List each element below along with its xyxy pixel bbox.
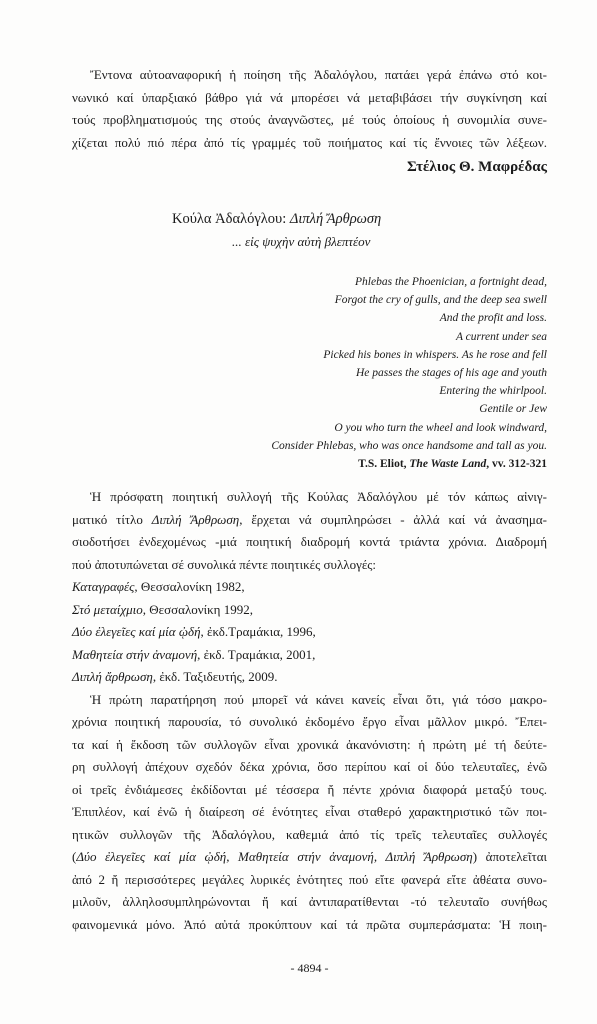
collection-list-item bbox=[72, 644, 547, 667]
text-segment: , Θεσσαλονίκη 1992, bbox=[142, 601, 253, 617]
text-segment: τα καί ἡ ἔκδοση τῶν συλλογῶν εἶναι χρονικά ἀκανόνιστη: ἡ πρώτη μέ τή δεύτε- bbox=[72, 736, 547, 752]
text-segment: ρη συλλογή ἀπέχουν σχεδόν δέκα χρόνια, ὅσο περίπου καί οἱ δύο τελευταῖες, ἐνῶ bbox=[72, 759, 547, 774]
epigraph-line: Forgot the cry of gulls, and the deep sea swell bbox=[334, 294, 547, 307]
text-segment: χρόνια ποιητική παρουσία, τό συνολικό ἐκδομένο ἔργο εἶναι μᾶλλον μικρό. Ἔπει- bbox=[72, 714, 547, 729]
review-heading-author: Κούλα Ἀδαλόγλου: bbox=[172, 211, 290, 227]
text-line bbox=[72, 869, 547, 892]
text-segment: Ἐπιπλέον, καί ἐνῶ ἡ διαίρεση σέ ἑνότητες εἶναι σταθερό χαρακτηριστικό τῶν ποι- bbox=[72, 804, 547, 819]
book-title: Καταγραφές bbox=[72, 579, 135, 594]
text-segment: ματικό τίτλο bbox=[72, 511, 152, 527]
text-segment: ητικῶν συλλογῶν τῆς Ἀδαλόγλου, καθεμιά ἀπό τίς τρεῖς τελευταῖες συλλογές bbox=[72, 826, 547, 842]
epigraph-line: Gentile or Jew bbox=[479, 403, 547, 416]
epigraph-attribution-author: T.S. Eliot, bbox=[358, 457, 410, 470]
text-segment: , ἔρχεται νά συμπληρώσει - ἀλλά καί νά ἀνασημα- bbox=[239, 511, 547, 527]
text-line bbox=[72, 779, 547, 802]
review-heading bbox=[172, 208, 381, 230]
text-line bbox=[72, 711, 547, 734]
text-line bbox=[72, 846, 547, 869]
collection-list-item bbox=[72, 621, 547, 644]
text-line bbox=[72, 531, 547, 554]
text-line bbox=[72, 734, 547, 757]
review-body bbox=[72, 486, 547, 936]
collection-list-item bbox=[72, 576, 547, 599]
epigraph-line: Consider Phlebas, who was once handsome and tall as you. bbox=[271, 439, 547, 452]
epigraph-attribution bbox=[217, 455, 547, 473]
text-segment: Ἡ πρώτη παρατήρηση πού μπορεῖ νά κάνει κανείς εἶναι ὅτι, γιά τόσο μακρο- bbox=[90, 691, 547, 707]
book-title: Δύο ἐλεγεῖες καί μία ᾠδή bbox=[72, 624, 201, 639]
epigraph-line: A current under sea bbox=[455, 330, 547, 343]
text-line: χίζεται πολύ πιό πέρα ἀπό τίς γραμμές τοῦ ποιήματος καί τίς ἔννοιες τῶν λέξεων. bbox=[72, 134, 547, 150]
text-segment: ) ἀποτελεῖται bbox=[472, 849, 547, 864]
text-line bbox=[72, 509, 547, 532]
previous-article-closing-paragraph bbox=[72, 64, 547, 154]
text-line: νωνικό καί ὑπαρξιακό βάθρο γιά νά μπορέσει νά μεταβιβάσει τήν συγκίνηση καί bbox=[72, 89, 547, 105]
text-line: Ἔντονα αὐτοαναφορική ἡ ποίηση τῆς Ἀδαλόγλου, πατάει γερά ἐπάνω στό κοι- bbox=[90, 67, 547, 82]
epigraph-line: O you who turn the wheel and look windward, bbox=[334, 421, 547, 434]
review-heading-book-title: Διπλή Ἄρθρωση bbox=[289, 211, 382, 227]
text-segment: ( bbox=[72, 849, 77, 864]
collection-list-item bbox=[72, 599, 547, 622]
epigraph-attribution-work: The Waste Land bbox=[409, 457, 487, 470]
epigraph-line: Entering the whirlpool. bbox=[439, 385, 547, 398]
epigraph-attribution-verses: , vv. 312-321 bbox=[486, 457, 547, 470]
text-segment: σιοδοτήσει ἐνδεχομένως -μιά ποιητική διαδρομή κοντά τριάντα χρόνια. Διαδρομή bbox=[72, 534, 547, 549]
book-titles: Δύο ἐλεγεῖες καί μία ᾠδή, Μαθητεία στήν ἀναμονή, Διπλή Ἄρθρωση bbox=[76, 849, 473, 864]
author-signature: Στέλιος Θ. Μαφρέδας bbox=[407, 159, 547, 175]
text-line: τούς προβληματισμούς της στούς ἀναγνῶστες, μέ τούς ὁποίους ἡ συνομιλία συνε- bbox=[72, 112, 547, 127]
text-line bbox=[72, 554, 547, 577]
text-line bbox=[72, 756, 547, 779]
text-segment: , ἐκδ.Τραμάκια, 1996, bbox=[200, 624, 316, 639]
epigraph bbox=[217, 273, 547, 473]
text-segment: πού ἀποτυπώνεται σέ συνολικά πέντε ποιητικές συλλογές: bbox=[72, 556, 377, 572]
text-line bbox=[72, 486, 547, 509]
text-segment: Ἡ πρόσφατη ποιητική συλλογή τῆς Κούλας Ἀδαλόγλου μέ τόν κάπως αἰνιγ- bbox=[90, 489, 547, 504]
text-segment: οἱ τρεῖς ἐνδιάμεσες ἐκδίδονται μέ τέσσερα ἤ πέντε χρόνια διαφορά μεταξύ τους. bbox=[72, 781, 547, 797]
text-segment: , Θεσσαλονίκη 1982, bbox=[134, 579, 245, 594]
text-line bbox=[72, 824, 547, 847]
review-motto: ... εἰς ψυχὴν αὐτὴ βλεπτέον bbox=[232, 234, 371, 249]
book-title: Διπλή ἄρθρωση bbox=[72, 669, 153, 684]
collection-list-item bbox=[72, 666, 547, 689]
text-segment: , ἐκδ. Τραμάκια, 2001, bbox=[197, 646, 316, 662]
page-number: - 4894 - bbox=[290, 961, 329, 975]
text-line bbox=[72, 914, 547, 937]
text-segment: ἀπό 2 ἤ περισσότερες μεγάλες λυρικές ἑνότητες πού εἴτε φανερά εἴτε ἀθέατα συνο- bbox=[72, 871, 547, 887]
book-title: Μαθητεία στήν ἀναμονή bbox=[72, 646, 198, 662]
epigraph-line: Phlebas the Phoenician, a fortnight dead, bbox=[355, 276, 547, 288]
epigraph-line: Picked his bones in whispers. As he rose and fell bbox=[323, 348, 547, 361]
book-title: Στό μεταίχμιο bbox=[72, 601, 143, 617]
text-segment: , ἐκδ. Ταξιδευτής, 2009. bbox=[152, 669, 278, 684]
text-line bbox=[72, 891, 547, 914]
book-title: Διπλή Ἄρθρωση bbox=[151, 511, 240, 527]
epigraph-line: And the profit and loss. bbox=[439, 312, 547, 325]
text-segment: φαινομενικά μόνο. Ἀπό αὐτά προκύπτουν καί τά πρῶτα συμπεράσματα: Ἡ ποιη- bbox=[72, 916, 547, 932]
text-line bbox=[72, 801, 547, 824]
text-segment: μιλοῦν, ἀλληλοσυμπληρώνονται ἤ καί ἀντιπαρατίθενται -τό τελευταῖο συνήθως bbox=[72, 894, 547, 909]
epigraph-line: He passes the stages of his age and youth bbox=[355, 366, 547, 379]
text-line bbox=[72, 689, 547, 712]
